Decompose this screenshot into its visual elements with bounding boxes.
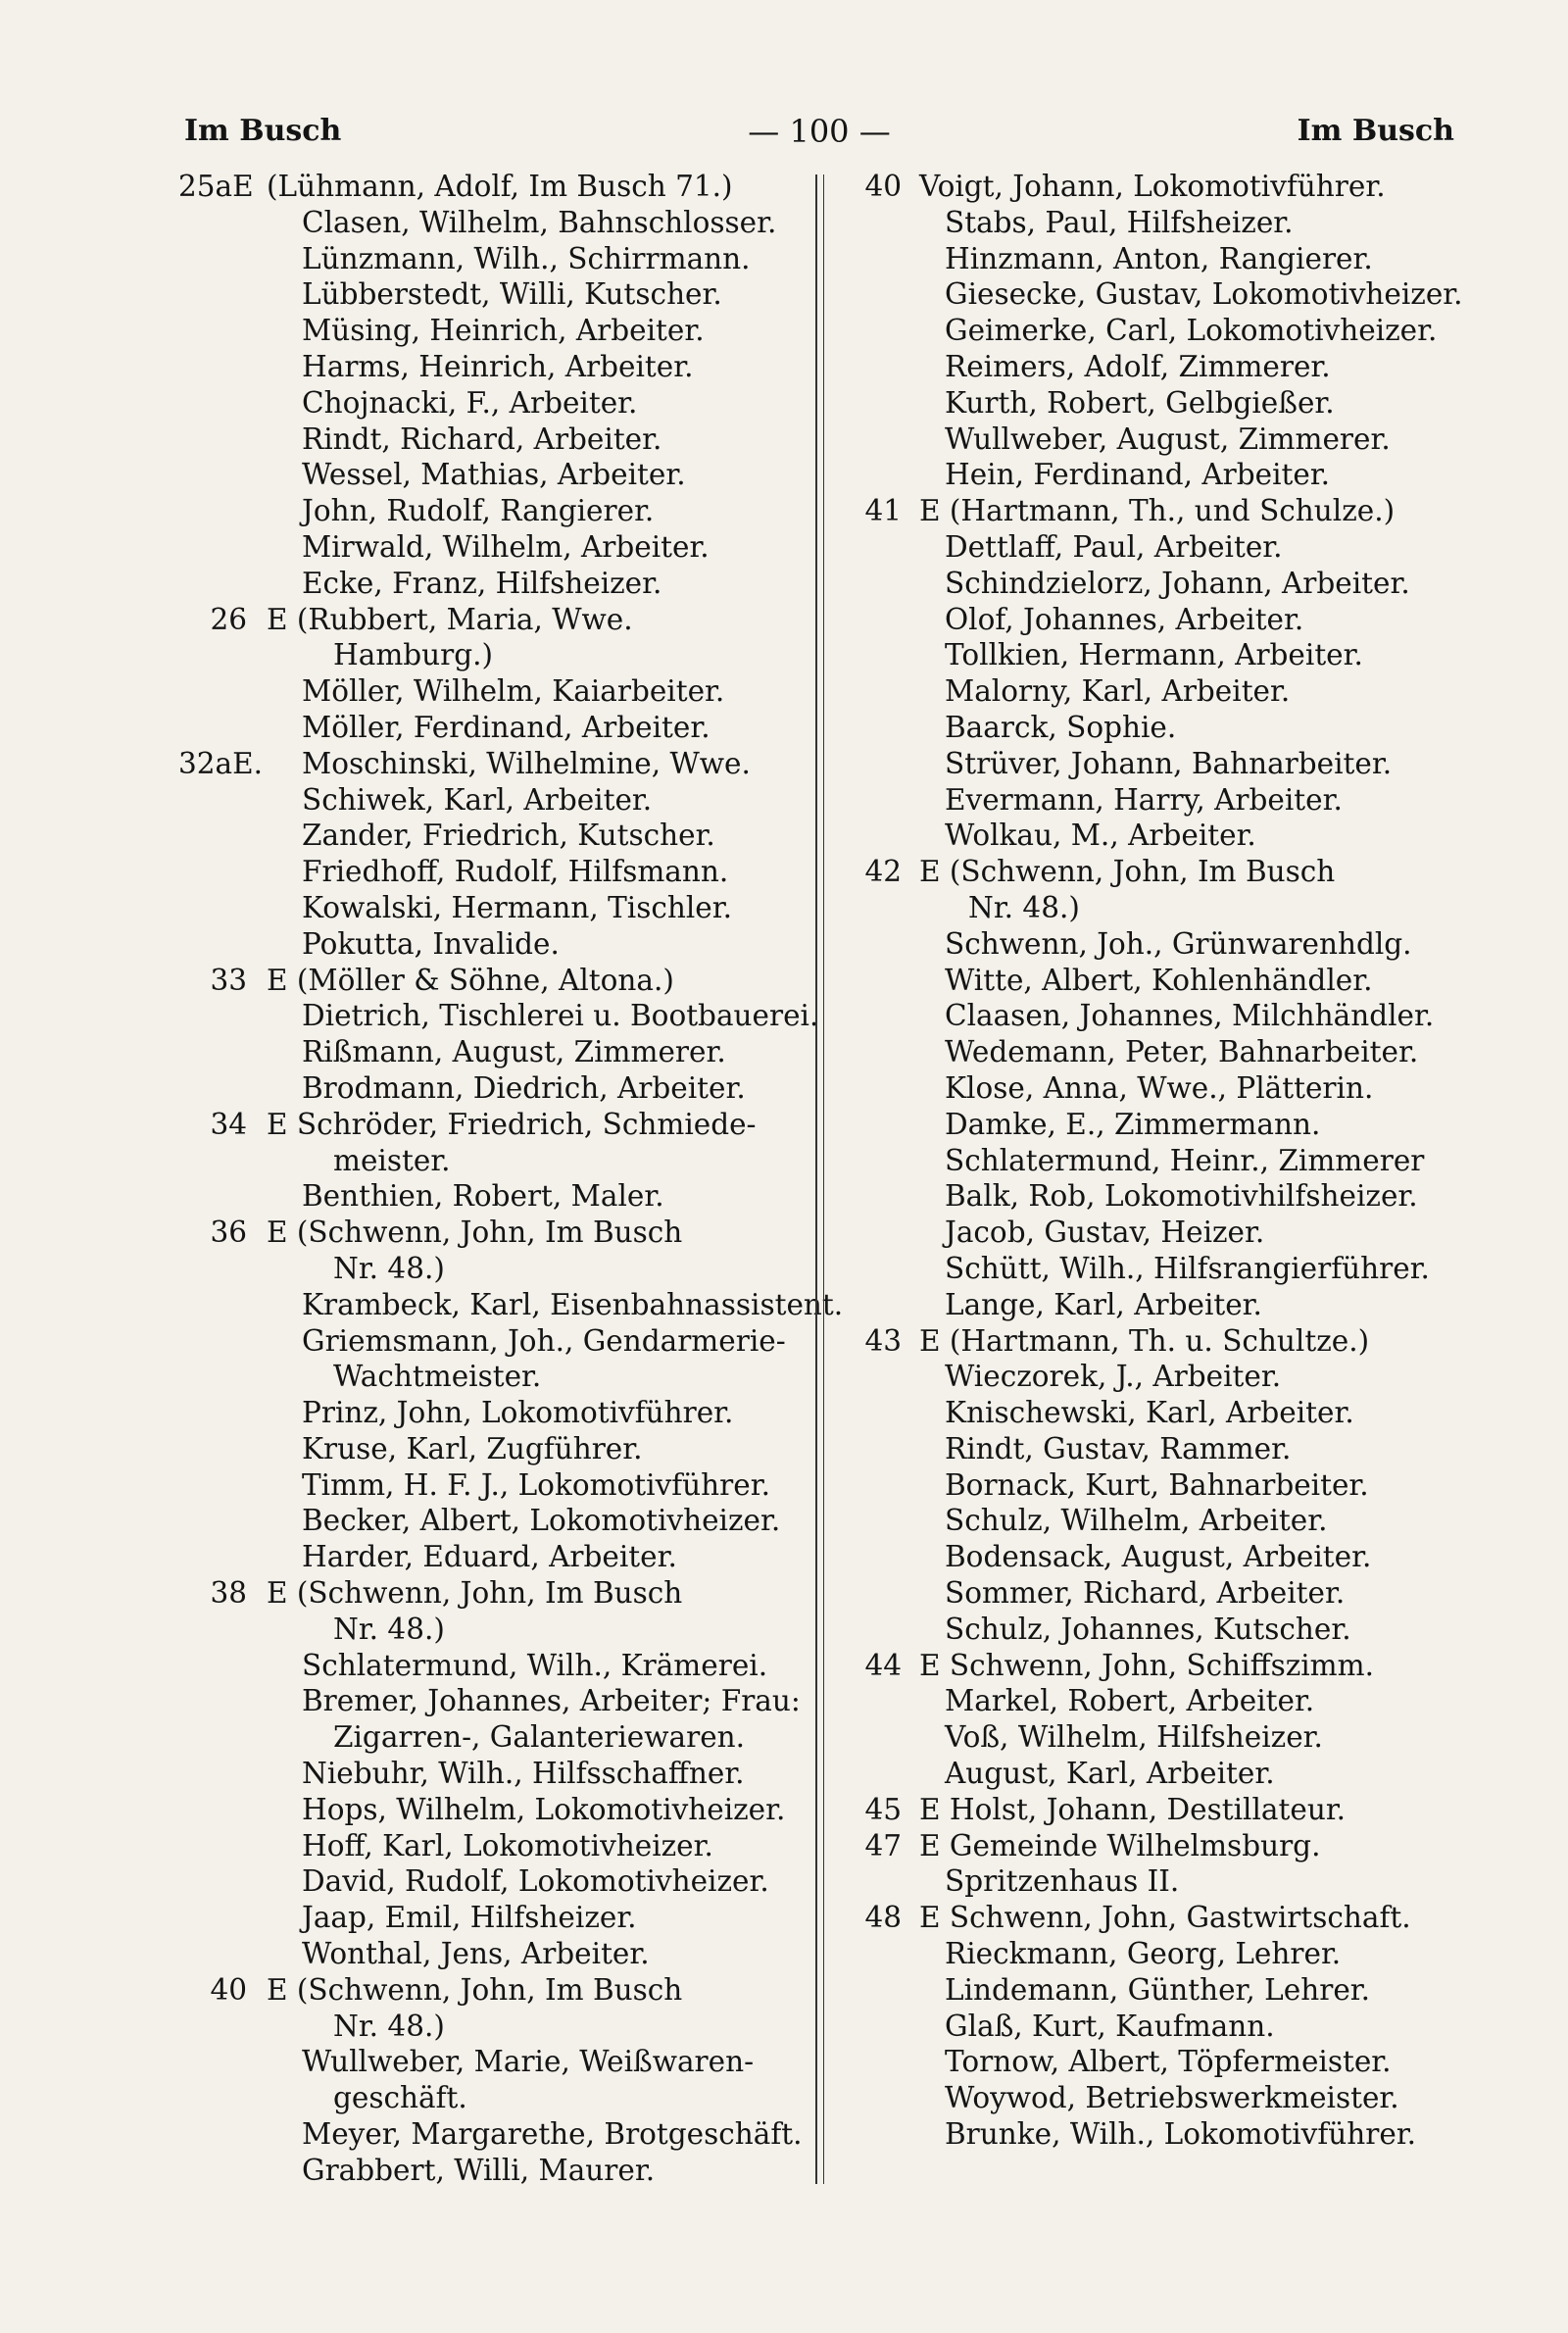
directory-entry xyxy=(853,1467,1480,1504)
house-number: 43 xyxy=(864,1323,902,1358)
resident-text: Olof, Johannes, Arbeiter. xyxy=(945,602,1304,636)
resident-text: Witte, Albert, Kohlenhändler. xyxy=(945,963,1373,997)
directory-entry xyxy=(853,2116,1480,2153)
directory-entry xyxy=(196,1359,813,1395)
resident-text: Reimers, Adolf, Zimmerer. xyxy=(945,349,1331,383)
entry-heading-text: E (Schwenn, John, Im Busch xyxy=(267,1576,683,1611)
entry-heading-text: E Schwenn, John, Schiffszimm. xyxy=(919,1648,1375,1682)
entry-heading-text: E (Schwenn, John, Im Busch xyxy=(919,855,1336,889)
resident-text: Kruse, Karl, Zugführer. xyxy=(302,1431,643,1465)
resident-text: Nr. 48.) xyxy=(968,890,1080,924)
directory-entry xyxy=(196,673,813,710)
resident-text: August, Karl, Arbeiter. xyxy=(945,1757,1275,1791)
directory-entry xyxy=(853,673,1480,710)
resident-text: Evermann, Harry, Arbeiter. xyxy=(945,782,1343,817)
house-number: 36 xyxy=(210,1216,247,1250)
directory-entry xyxy=(853,1431,1480,1467)
directory-entry xyxy=(853,1107,1480,1143)
resident-text: Müsing, Heinrich, Arbeiter. xyxy=(302,314,705,348)
resident-text: Harder, Eduard, Arbeiter. xyxy=(302,1540,677,1574)
directory-entry xyxy=(853,637,1480,673)
resident-text: Pokutta, Invalide. xyxy=(302,926,560,961)
entry-heading-text: E Holst, Johann, Destillateur. xyxy=(919,1792,1347,1826)
directory-entry xyxy=(196,2009,813,2045)
directory-entry xyxy=(196,529,813,566)
resident-text: Markel, Robert, Arbeiter. xyxy=(945,1684,1315,1718)
directory-entry xyxy=(196,1431,813,1467)
directory-entry xyxy=(853,1719,1480,1756)
resident-text: Möller, Wilhelm, Kaiarbeiter. xyxy=(302,674,725,709)
directory-entry xyxy=(853,1863,1480,1900)
resident-text: Friedhoff, Rudolf, Hilfsmann. xyxy=(302,855,729,889)
resident-text: Prinz, John, Lokomotivführer. xyxy=(302,1396,734,1430)
directory-entry xyxy=(196,1503,813,1539)
resident-text: Schlatermund, Heinr., Zimmerer xyxy=(945,1143,1425,1177)
directory-entry xyxy=(196,1395,813,1431)
resident-text: Stabs, Paul, Hilfsheizer. xyxy=(945,205,1294,239)
resident-text: Knischewski, Karl, Arbeiter. xyxy=(945,1396,1354,1430)
resident-text: Geimerke, Carl, Lokomotivheizer. xyxy=(945,314,1438,348)
directory-entry xyxy=(196,1070,813,1107)
entry-heading-text: (Lühmann, Adolf, Im Busch 71.) xyxy=(267,170,733,203)
resident-text: Brodmann, Diedrich, Arbeiter. xyxy=(302,1070,746,1105)
directory-entry xyxy=(196,1107,813,1143)
directory-entry xyxy=(196,1756,813,1792)
resident-text: Clasen, Wilhelm, Bahnschlosser. xyxy=(302,205,777,239)
directory-entry xyxy=(853,890,1480,926)
directory-entry xyxy=(196,1034,813,1070)
resident-text: Nr. 48.) xyxy=(333,1251,445,1285)
resident-text: Schulz, Johannes, Kutscher. xyxy=(945,1612,1351,1646)
column-divider xyxy=(815,174,824,2184)
page-number: — 100 — xyxy=(748,113,891,150)
resident-text: Brunke, Wilh., Lokomotivführer. xyxy=(945,2117,1417,2152)
directory-entry xyxy=(196,1683,813,1719)
resident-text: Voß, Wilhelm, Hilfsheizer. xyxy=(945,1720,1323,1755)
directory-entry xyxy=(196,1575,813,1612)
resident-text: Lange, Karl, Arbeiter. xyxy=(945,1287,1262,1321)
house-number: 38 xyxy=(210,1576,247,1611)
resident-text: Dietrich, Tischlerei u. Bootbauerei. xyxy=(302,999,819,1033)
resident-text: Tollkien, Hermann, Arbeiter. xyxy=(945,638,1363,672)
entry-heading-text: Voigt, Johann, Lokomotivführer. xyxy=(919,170,1386,203)
directory-entry xyxy=(853,854,1480,890)
directory-entry xyxy=(853,926,1480,963)
resident-text: John, Rudolf, Rangierer. xyxy=(302,494,655,528)
directory-entry xyxy=(196,1215,813,1251)
resident-text: Mirwald, Wilhelm, Arbeiter. xyxy=(302,529,710,564)
resident-text: Strüver, Johann, Bahnarbeiter. xyxy=(945,746,1393,780)
house-number: 33 xyxy=(210,963,247,997)
resident-text: Dettlaff, Paul, Arbeiter. xyxy=(945,529,1283,564)
directory-entry xyxy=(196,1792,813,1828)
directory-entry xyxy=(196,385,813,422)
resident-text: Wullweber, Marie, Weißwaren- xyxy=(302,2045,755,2079)
directory-entry xyxy=(196,1539,813,1575)
directory-entry xyxy=(196,602,813,638)
entry-heading-text: E Schwenn, John, Gastwirtschaft. xyxy=(919,1901,1411,1935)
directory-entry xyxy=(196,493,813,529)
directory-entry xyxy=(196,2116,813,2153)
house-number: 41 xyxy=(864,494,902,528)
directory-entry xyxy=(196,854,813,890)
house-number: 48 xyxy=(864,1901,902,1935)
directory-entry xyxy=(196,2044,813,2080)
directory-entry xyxy=(853,1575,1480,1612)
directory-entry xyxy=(853,1683,1480,1719)
resident-text: Rindt, Richard, Arbeiter. xyxy=(302,422,662,456)
resident-text: Niebuhr, Wilh., Hilfsschaffner. xyxy=(302,1757,745,1791)
directory-entry xyxy=(196,241,813,277)
resident-text: Wolkau, M., Arbeiter. xyxy=(945,819,1256,853)
resident-text: Rindt, Gustav, Rammer. xyxy=(945,1431,1292,1465)
directory-entry xyxy=(196,1719,813,1756)
directory-entry xyxy=(196,1467,813,1504)
directory-entry xyxy=(853,566,1480,602)
directory-entry xyxy=(853,205,1480,241)
header-right-street: Im Busch xyxy=(1297,114,1454,148)
resident-text: Glaß, Kurt, Kaufmann. xyxy=(945,2009,1275,2043)
directory-entry xyxy=(853,1070,1480,1107)
directory-entry xyxy=(853,385,1480,422)
resident-text: Schulz, Wilhelm, Arbeiter. xyxy=(945,1504,1328,1538)
directory-entry xyxy=(853,1395,1480,1431)
directory-entry xyxy=(196,1863,813,1900)
directory-entry xyxy=(853,1900,1480,1936)
directory-entry xyxy=(196,422,813,458)
resident-text: Griemsmann, Joh., Gendarmerie- xyxy=(302,1323,786,1358)
directory-entry xyxy=(196,963,813,999)
resident-text: Harms, Heinrich, Arbeiter. xyxy=(302,349,694,383)
directory-entry xyxy=(853,2080,1480,2116)
directory-entry xyxy=(196,890,813,926)
entry-heading-text: E Gemeinde Wilhelmsburg. xyxy=(919,1828,1321,1862)
resident-text: Rieckmann, Georg, Lehrer. xyxy=(945,1937,1342,1971)
resident-text: Damke, E., Zimmermann. xyxy=(945,1107,1321,1141)
right-column xyxy=(853,169,1480,2153)
resident-text: Wieczorek, J., Arbeiter. xyxy=(945,1360,1282,1394)
directory-entry xyxy=(196,1612,813,1648)
resident-text: Bodensack, August, Arbeiter. xyxy=(945,1540,1372,1574)
resident-text: Krambeck, Karl, Eisenbahnassistent. xyxy=(302,1287,844,1321)
directory-entry xyxy=(853,782,1480,819)
directory-entry xyxy=(196,637,813,673)
directory-entry xyxy=(196,782,813,819)
left-column xyxy=(178,169,844,2189)
resident-text: Baarck, Sophie. xyxy=(945,710,1177,744)
directory-entry xyxy=(196,1936,813,1972)
resident-text: Klose, Anna, Wwe., Plätterin. xyxy=(945,1070,1374,1105)
directory-entry xyxy=(178,169,813,205)
resident-text: Lübberstedt, Willi, Kutscher. xyxy=(302,277,722,312)
resident-text: Wullweber, August, Zimmerer. xyxy=(945,422,1391,456)
directory-entry xyxy=(196,349,813,385)
resident-text: Sommer, Richard, Arbeiter. xyxy=(945,1576,1346,1611)
directory-entry xyxy=(196,1287,844,1323)
resident-text: Jacob, Gustav, Heizer. xyxy=(945,1216,1265,1250)
directory-entry xyxy=(196,926,813,963)
resident-text: Grabbert, Willi, Maurer. xyxy=(302,2153,656,2187)
entry-heading-text: E (Schwenn, John, Im Busch xyxy=(267,1216,683,1250)
directory-entry xyxy=(196,1900,813,1936)
directory-entry xyxy=(853,1034,1480,1070)
resident-text: Schiwek, Karl, Arbeiter. xyxy=(302,782,653,817)
directory-entry xyxy=(853,1936,1480,1972)
resident-text: Malorny, Karl, Arbeiter. xyxy=(945,674,1291,709)
directory-entry xyxy=(853,1972,1480,2009)
resident-text: Meyer, Margarethe, Brotgeschäft. xyxy=(302,2117,803,2152)
resident-text: Hinzmann, Anton, Rangierer. xyxy=(945,241,1373,275)
resident-text: Möller, Ferdinand, Arbeiter. xyxy=(302,710,710,744)
resident-text: Schwenn, Joh., Grünwarenhdlg. xyxy=(945,926,1412,961)
resident-text: Lindemann, Günther, Lehrer. xyxy=(945,1972,1371,2007)
directory-entry xyxy=(853,998,1480,1034)
directory-entry xyxy=(853,710,1480,746)
house-number: 26 xyxy=(210,602,247,636)
resident-text: David, Rudolf, Lokomotivheizer. xyxy=(302,1864,769,1899)
entry-heading-text: E (Schwenn, John, Im Busch xyxy=(267,1972,683,2007)
header-left-street: Im Busch xyxy=(184,114,342,148)
directory-entry xyxy=(853,1539,1480,1575)
directory-entry xyxy=(853,529,1480,566)
resident-text: Benthien, Robert, Maler. xyxy=(302,1179,664,1214)
resident-text: Rißmann, August, Zimmerer. xyxy=(302,1035,726,1069)
directory-entry xyxy=(853,1143,1480,1179)
directory-entry xyxy=(853,1359,1480,1395)
directory-entry xyxy=(196,313,813,349)
directory-entry xyxy=(196,1178,813,1215)
resident-text: Kowalski, Hermann, Tischler. xyxy=(302,890,732,924)
directory-entry xyxy=(196,2153,813,2189)
resident-text: Bremer, Johannes, Arbeiter; Frau: xyxy=(302,1684,801,1718)
directory-entry xyxy=(853,1503,1480,1539)
directory-entry xyxy=(853,276,1480,313)
directory-entry xyxy=(196,1251,813,1287)
directory-entry xyxy=(853,1287,1480,1323)
resident-text: Claasen, Johannes, Milchhändler. xyxy=(945,999,1435,1033)
resident-text: Ecke, Franz, Hilfsheizer. xyxy=(302,566,662,600)
entry-heading-text: E (Hartmann, Th. u. Schultze.) xyxy=(919,1323,1370,1358)
directory-entry xyxy=(853,1251,1480,1287)
resident-text: Wonthal, Jens, Arbeiter. xyxy=(302,1937,650,1971)
entry-heading-text: E (Rubbert, Maria, Wwe. xyxy=(267,602,633,636)
resident-text: meister. xyxy=(333,1143,451,1177)
directory-entry xyxy=(853,602,1480,638)
house-number: 45 xyxy=(864,1792,902,1826)
resident-text: Woywod, Betriebswerkmeister. xyxy=(945,2081,1399,2115)
entry-heading-text: E (Hartmann, Th., und Schulze.) xyxy=(919,494,1396,528)
house-number: 44 xyxy=(864,1648,902,1682)
directory-entry xyxy=(196,276,813,313)
directory-entry xyxy=(853,1178,1480,1215)
directory-entry xyxy=(853,818,1480,854)
directory-entry xyxy=(196,1323,813,1360)
directory-entry xyxy=(853,169,1480,205)
directory-entry xyxy=(853,746,1480,782)
directory-entry xyxy=(196,818,813,854)
directory-entry xyxy=(853,1215,1480,1251)
directory-entry xyxy=(196,457,813,493)
resident-text: Becker, Albert, Lokomotivheizer. xyxy=(302,1504,781,1538)
directory-entry xyxy=(196,1828,813,1864)
house-number: 34 xyxy=(210,1107,247,1141)
directory-entry xyxy=(853,241,1480,277)
resident-text: Chojnacki, F., Arbeiter. xyxy=(302,385,638,420)
directory-entry xyxy=(853,422,1480,458)
resident-text: Hops, Wilhelm, Lokomotivheizer. xyxy=(302,1792,786,1826)
directory-entry xyxy=(853,1648,1480,1684)
resident-text: Timm, H. F. J., Lokomotivführer. xyxy=(302,1467,770,1502)
directory-entry xyxy=(853,493,1480,529)
house-number: 25aE xyxy=(178,170,254,203)
directory-entry xyxy=(853,2009,1480,2045)
directory-entry xyxy=(853,1756,1480,1792)
entry-heading-text: E Schröder, Friedrich, Schmiede- xyxy=(267,1107,757,1141)
house-number: 40 xyxy=(864,170,902,203)
resident-text: Schindzielorz, Johann, Arbeiter. xyxy=(945,566,1410,600)
entry-heading-text: Moschinski, Wilhelmine, Wwe. xyxy=(302,746,751,780)
directory-entry xyxy=(196,2080,813,2116)
house-number: 47 xyxy=(864,1828,902,1862)
resident-text: Wessel, Mathias, Arbeiter. xyxy=(302,458,686,492)
directory-entry xyxy=(196,1143,813,1179)
directory-entry xyxy=(853,457,1480,493)
resident-text: Hamburg.) xyxy=(333,638,494,672)
directory-entry xyxy=(853,963,1480,999)
resident-text: Zigarren-, Galanteriewaren. xyxy=(333,1720,746,1755)
resident-text: Hoff, Karl, Lokomotivheizer. xyxy=(302,1828,713,1862)
resident-text: Balk, Rob, Lokomotivhilfsheizer. xyxy=(945,1179,1418,1214)
directory-entry xyxy=(196,566,813,602)
resident-text: Wedemann, Peter, Bahnarbeiter. xyxy=(945,1035,1419,1069)
resident-text: Zander, Friedrich, Kutscher. xyxy=(302,819,715,853)
directory-entry xyxy=(196,998,819,1034)
resident-text: Schlatermund, Wilh., Krämerei. xyxy=(302,1648,768,1682)
house-number: 40 xyxy=(210,1972,247,2007)
directory-entry xyxy=(853,1612,1480,1648)
house-number: 42 xyxy=(864,855,902,889)
resident-text: Bornack, Kurt, Bahnarbeiter. xyxy=(945,1467,1369,1502)
resident-text: Hein, Ferdinand, Arbeiter. xyxy=(945,458,1331,492)
resident-text: Tornow, Albert, Töpfermeister. xyxy=(945,2045,1392,2079)
directory-entry xyxy=(853,313,1480,349)
resident-text: Kurth, Robert, Gelbgießer. xyxy=(945,385,1335,420)
directory-entry xyxy=(853,1792,1480,1828)
directory-entry xyxy=(196,205,813,241)
directory-entry xyxy=(853,1323,1480,1360)
directory-entry xyxy=(853,2044,1480,2080)
directory-entry xyxy=(196,1972,813,2009)
resident-text: Jaap, Emil, Hilfsheizer. xyxy=(302,1901,637,1935)
resident-text: Lünzmann, Wilh., Schirrmann. xyxy=(302,241,751,275)
house-number: 32aE. xyxy=(178,746,264,780)
resident-text: Nr. 48.) xyxy=(333,2009,445,2043)
directory-entry xyxy=(853,349,1480,385)
resident-text: Giesecke, Gustav, Lokomotivheizer. xyxy=(945,277,1463,312)
resident-text: Schütt, Wilh., Hilfsrangierführer. xyxy=(945,1251,1430,1285)
resident-text: Nr. 48.) xyxy=(333,1612,445,1646)
directory-entry xyxy=(178,746,813,782)
resident-text: geschäft. xyxy=(333,2081,467,2115)
directory-entry xyxy=(853,1828,1480,1864)
directory-entry xyxy=(196,1648,813,1684)
resident-text: Spritzenhaus II. xyxy=(945,1864,1180,1899)
page-header xyxy=(184,106,1454,157)
directory-entry xyxy=(196,710,813,746)
entry-heading-text: E (Möller & Söhne, Altona.) xyxy=(267,963,674,997)
resident-text: Wachtmeister. xyxy=(333,1360,542,1394)
